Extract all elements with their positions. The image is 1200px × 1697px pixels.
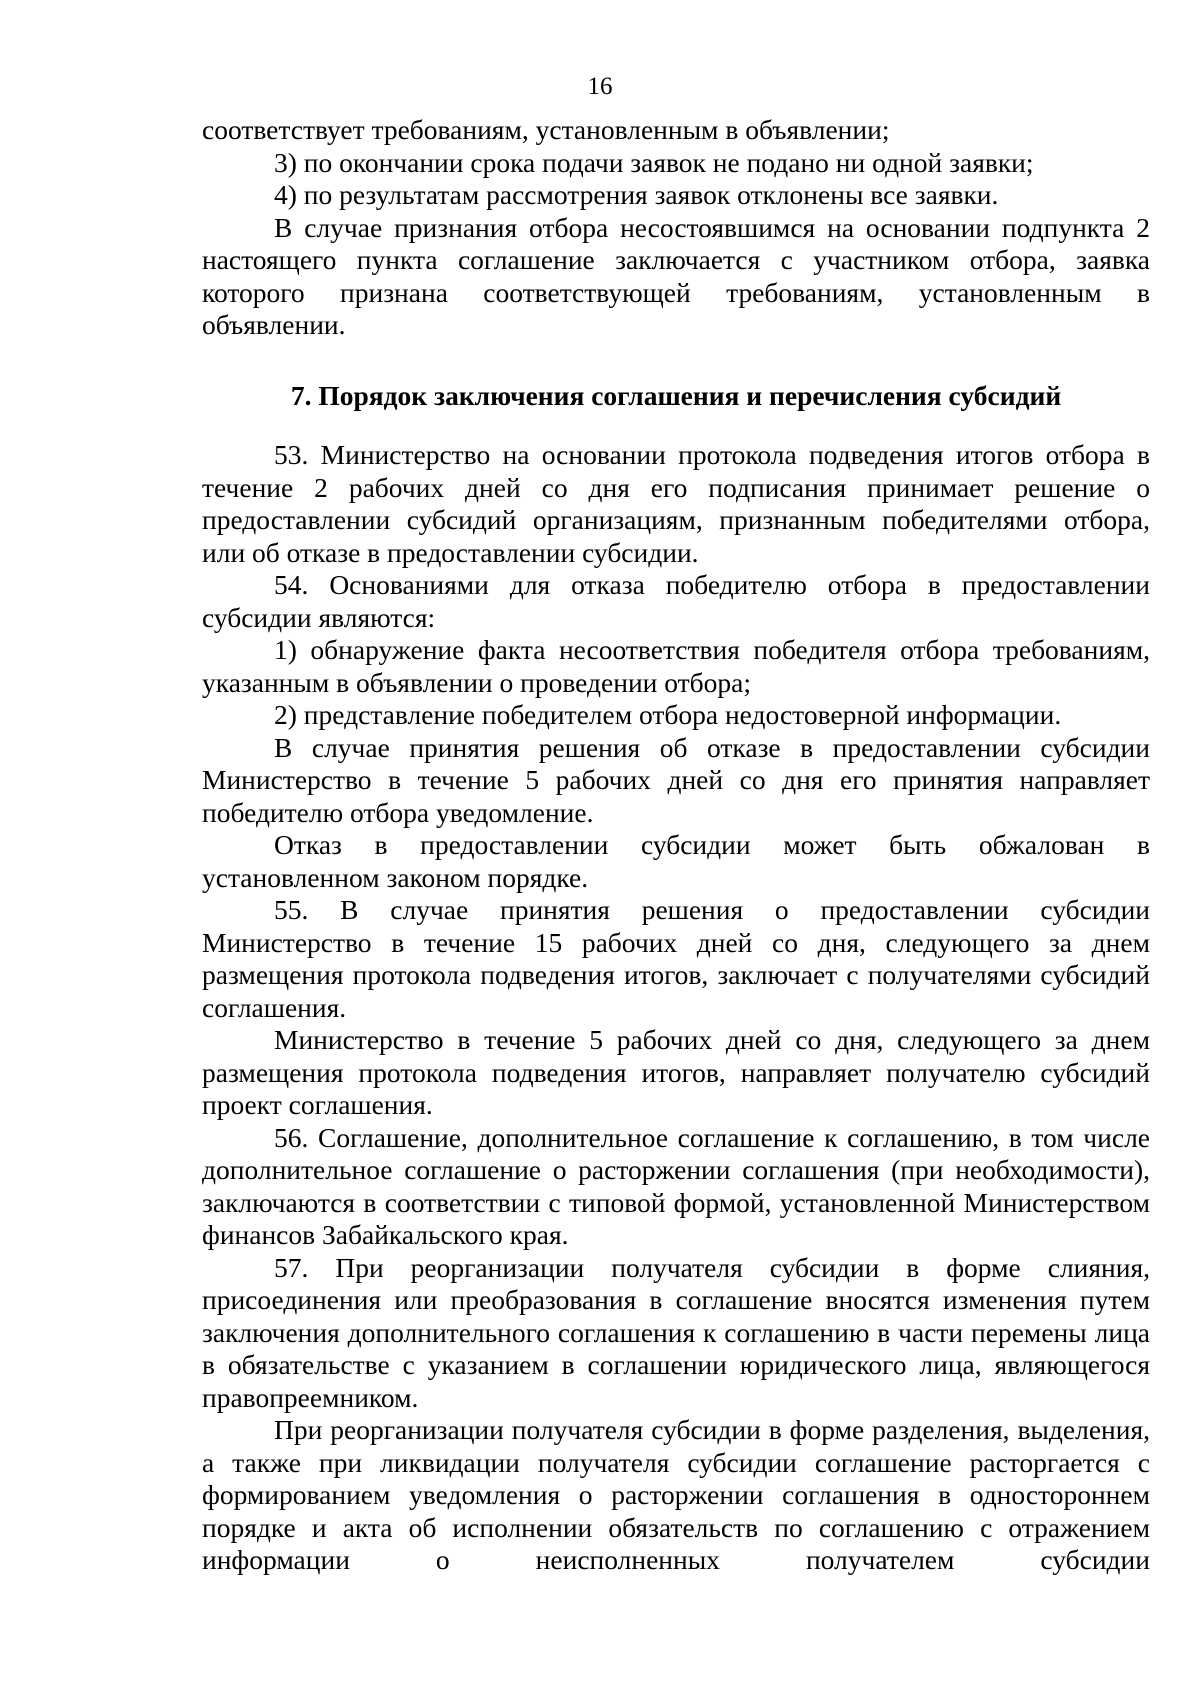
paragraph: При реорганизации получателя субсидии в форме разделения, выделения, а также при ликвидации получателя субсидии соглашение расторгается с формированием уведомления о расторжении соглашения в одностороннем порядке и акта об исполнении обязательств по соглашению с отражением информации о неисполненных получателем субсидии [202,1414,1150,1575]
paragraph-item-53: 53. Министерство на основании протокола подведения итогов отбора в течение 2 рабочих дней со дня его подписания принимает решение о предоставлении субсидий организациям, признанным победителями отбора, или об отказе в предоставлении субсидии. [202,439,1150,568]
paragraph: 4) по результатам рассмотрения заявок отклонены все заявки. [274,179,999,210]
paragraph: В случае принятия решения об отказе в предоставлении субсидии Министерство в течение 5 рабочих дней со дня его принятия направляет победителю отбора уведомление. [202,731,1150,828]
section-heading: 7. Порядок заключения соглашения и перечисления субсидий [290,379,1062,411]
paragraph: 3) по окончании срока подачи заявок не подано ни одной заявки; [274,146,1034,178]
paragraph-item-54: 54. Основаниями для отказа победителю отбора в предоставлении субсидии являются: [202,569,1150,633]
page-number: 16 [587,73,613,100]
paragraph: соответствует требованиям, установленным в объявлении; [202,114,890,145]
document-body [202,114,1150,1577]
paragraph: 1) обнаружение факта несоответствия победителя отбора требованиям, указанным в объявлении о проведении отбора; [202,634,1150,698]
paragraph-item-56: 56. Соглашение, дополнительное соглашение к соглашению, в том числе дополнительное соглашение о расторжении соглашения (при необходимости), заключаются в соответствии с типовой формой, установленной Министерством финансов Забайкальского края. [202,1121,1150,1250]
paragraph: 2) представление победителем отбора недостоверной информации. [274,699,1062,730]
paragraph: Отказ в предоставлении субсидии может быть обжалован в установленном законом порядке. [202,829,1150,893]
paragraph: В случае признания отбора несостоявшимся на основании подпункта 2 настоящего пункта соглашение заключается с участником отбора, заявка которого признана соответствующей требованиям, установленным в объявлении. [202,211,1150,340]
paragraph-item-55: 55. В случае принятия решения о предоставлении субсидии Министерство в течение 15 рабочих дней со дня, следующего за днем размещения протокола подведения итогов, заключает с получателями субсидий соглашения. [202,894,1150,1023]
paragraph: Министерство в течение 5 рабочих дней со дня, следующего за днем размещения протокола подведения итогов, направляет получателю субсидий проект соглашения. [202,1024,1150,1120]
paragraph-item-57: 57. При реорганизации получателя субсидии в форме слияния, присоединения или преобразования в соглашение вносятся изменения путем заключения дополнительного соглашения к соглашению в части перемены лица в обязательстве с указанием в соглашении юридического лица, являющегося правопреемником. [202,1251,1150,1413]
